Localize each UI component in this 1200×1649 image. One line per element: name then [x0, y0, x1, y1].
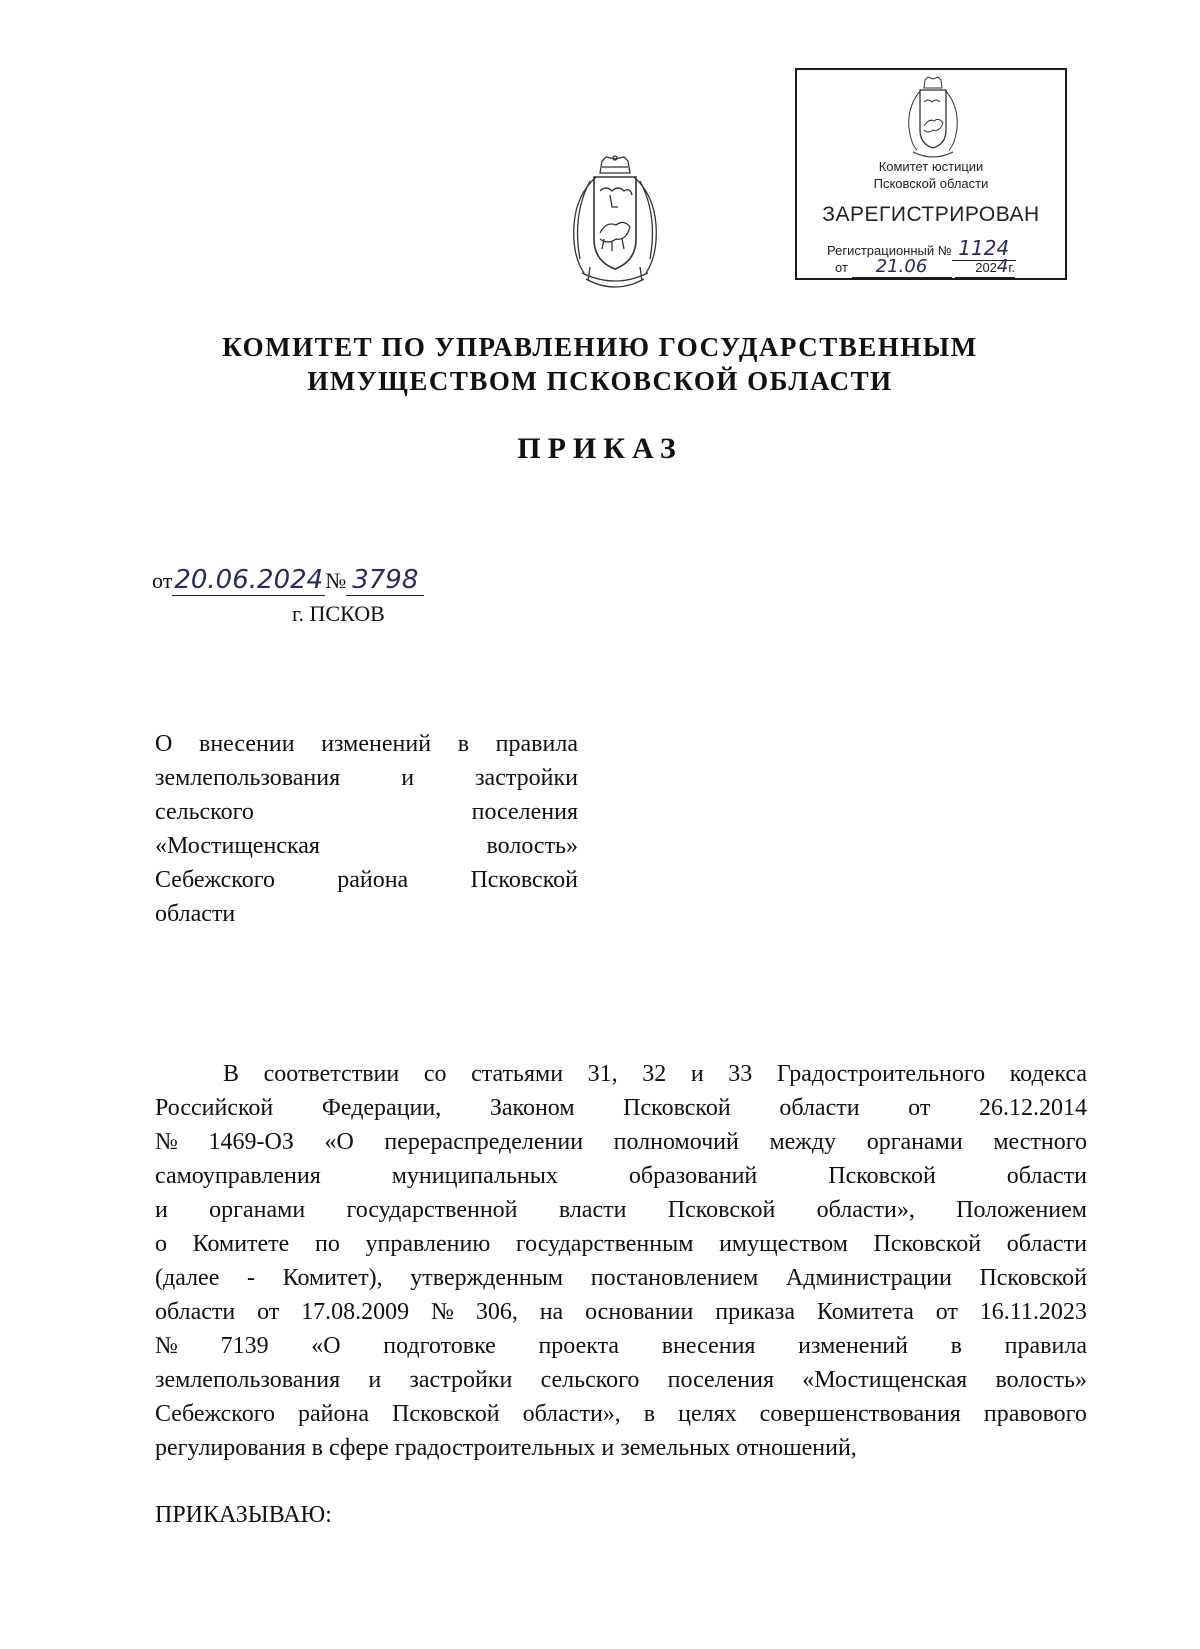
body-word: самоуправления [155, 1163, 321, 1189]
body-word: о [155, 1231, 167, 1257]
subject-word: внесении [198, 731, 295, 757]
body-word: - [247, 1265, 255, 1291]
body-word: 32 [642, 1061, 667, 1087]
body-word: в [643, 1401, 656, 1427]
stamp-year-prefix: 202 [975, 260, 997, 275]
body-word: застройки [409, 1367, 513, 1393]
coat-of-arms-icon [566, 155, 664, 295]
stamp-date-value: 21.06 [852, 256, 952, 278]
body-word: Себежского [155, 1401, 275, 1427]
body-line [155, 1431, 1087, 1465]
body-word: от [908, 1095, 931, 1121]
body-word: правового [983, 1401, 1087, 1427]
body-line [155, 1125, 1087, 1159]
organization-title-line-1: КОМИТЕТ ПО УПРАВЛЕНИЮ ГОСУДАРСТВЕННЫМ [222, 332, 978, 362]
body-word: области [155, 1299, 236, 1325]
stamp-reg-number: 1124 [952, 236, 1016, 261]
subject-word: Псковской [470, 867, 578, 893]
body-word: Администрации [785, 1265, 952, 1291]
body-word: государственным [515, 1231, 694, 1257]
body-word: статьями [471, 1061, 564, 1087]
stamp-coat-of-arms-icon [903, 76, 963, 164]
body-word: Комитет), [282, 1265, 383, 1291]
body-word: муниципальных [391, 1163, 558, 1189]
body-word: и [155, 1197, 168, 1223]
body-word: образований [628, 1163, 758, 1189]
body-word: «Мостищенская [802, 1367, 968, 1393]
body-word: Законом [489, 1095, 575, 1121]
body-line [155, 1261, 1087, 1295]
order-body [155, 1057, 1087, 1465]
order-subject [155, 727, 578, 931]
body-word: внесения [661, 1333, 756, 1359]
body-word: Российской [155, 1095, 274, 1121]
body-word: Градостроительного [776, 1061, 986, 1087]
body-word: органами [866, 1129, 963, 1155]
body-word: Псковской [873, 1231, 982, 1257]
body-word: Псковской [623, 1095, 731, 1121]
subject-word: в [457, 731, 470, 757]
body-word: государственной [346, 1197, 518, 1223]
subject-word: изменений [321, 731, 432, 757]
stamp-date-line [835, 256, 1015, 278]
body-word: полномочий [613, 1129, 739, 1155]
body-line [155, 1363, 1087, 1397]
body-word: утвержденным [410, 1265, 564, 1291]
body-word: Псковской [828, 1163, 936, 1189]
body-word: Положением [956, 1197, 1087, 1223]
body-word: № [155, 1129, 178, 1155]
body-word: «О [324, 1129, 354, 1155]
order-date-number [152, 565, 424, 595]
subject-line [155, 897, 578, 931]
body-word: основании [585, 1299, 694, 1325]
body-word: района [298, 1401, 369, 1427]
body-word: 16.11.2023 [979, 1299, 1087, 1325]
order-number-value: 3798 [346, 565, 424, 596]
body-word: 26.12.2014 [978, 1095, 1087, 1121]
subject-word: области [155, 901, 236, 927]
subject-word: поселения [471, 799, 578, 825]
body-word: постановлением [590, 1265, 759, 1291]
body-line [155, 1227, 1087, 1261]
registration-stamp [795, 68, 1067, 280]
subject-word: землепользования [155, 765, 341, 791]
subject-word: застройки [475, 765, 578, 791]
body-word: области [1006, 1231, 1087, 1257]
body-word: от [935, 1299, 958, 1325]
stamp-date-prefix: от [835, 260, 848, 275]
body-word: № [155, 1333, 178, 1359]
body-word: власти [558, 1197, 627, 1223]
organization-title [0, 330, 1200, 398]
body-word: 31, [587, 1061, 618, 1087]
body-word: 33 [728, 1061, 753, 1087]
body-line [155, 1193, 1087, 1227]
body-word: целях [678, 1401, 737, 1427]
body-word: от [257, 1299, 280, 1325]
subject-word: и [401, 765, 415, 791]
subject-word: О [155, 731, 173, 757]
order-number-sign: № [325, 568, 347, 593]
body-word: волость» [995, 1367, 1087, 1393]
body-word: местного [993, 1129, 1087, 1155]
subject-word: волость» [486, 833, 578, 859]
body-word: 1469-ОЗ [208, 1129, 294, 1155]
body-word: имуществом [719, 1231, 848, 1257]
body-word: № [431, 1299, 454, 1325]
body-word: проекта [538, 1333, 620, 1359]
body-word: В [223, 1061, 240, 1087]
body-word: изменений [798, 1333, 908, 1359]
stamp-org-name [797, 158, 1065, 192]
body-word: 306, [475, 1299, 518, 1325]
body-word: области», [522, 1401, 621, 1427]
body-word: Псковской [979, 1265, 1087, 1291]
subject-word: правила [495, 731, 578, 757]
subject-line [155, 795, 578, 829]
stamp-registered-label: ЗАРЕГИСТРИРОВАН [822, 203, 1040, 226]
body-word: области [1006, 1163, 1087, 1189]
body-word: и [690, 1061, 704, 1087]
stamp-year-hand: 4 [996, 256, 1009, 277]
body-word: Псковской [392, 1401, 500, 1427]
body-line [155, 1159, 1087, 1193]
order-word: ПРИКАЗЫВАЮ: [155, 1502, 332, 1528]
body-word: правила [1004, 1333, 1087, 1359]
body-word: Федерации, [321, 1095, 442, 1121]
stamp-year-g: г. [1008, 260, 1016, 275]
order-city: г. ПСКОВ [292, 601, 385, 626]
body-word: органами [209, 1197, 306, 1223]
body-line [155, 1057, 1087, 1091]
body-word: совершенствования [759, 1401, 961, 1427]
body-word: области», [816, 1197, 915, 1223]
body-word: и [368, 1367, 382, 1393]
body-word: приказа [715, 1299, 796, 1325]
body-line [155, 1091, 1087, 1125]
body-word: (далее [155, 1265, 220, 1291]
stamp-org-line-2: Псковской области [873, 176, 989, 191]
body-word: землепользования [155, 1367, 341, 1393]
body-word: перераспределении [384, 1129, 584, 1155]
body-word: Комитета [816, 1299, 914, 1325]
body-word: «О [311, 1333, 341, 1359]
document-type: ПРИКАЗ [517, 432, 683, 465]
order-date-prefix: от [152, 568, 173, 593]
body-word: в [950, 1333, 962, 1359]
stamp-org-line-1: Комитет юстиции [878, 159, 984, 174]
body-word: кодекса [1009, 1061, 1087, 1087]
subject-word: «Мостищенская [155, 833, 320, 859]
subject-line [155, 863, 578, 897]
body-word: подготовке [383, 1333, 496, 1359]
organization-title-line-2: ИМУЩЕСТВОМ ПСКОВСКОЙ ОБЛАСТИ [307, 366, 893, 396]
subject-line [155, 727, 578, 761]
stamp-year [955, 256, 1015, 278]
order-date-value: 20.06.2024 [174, 565, 324, 595]
body-word: соответствии [263, 1061, 400, 1087]
subject-word: Себежского [155, 867, 275, 893]
body-word: области [779, 1095, 860, 1121]
subject-line [155, 829, 578, 863]
body-word: со [423, 1061, 447, 1087]
body-line [155, 1329, 1087, 1363]
body-word: между [769, 1129, 837, 1155]
body-word: Комитете [192, 1231, 290, 1257]
body-word: 7139 [220, 1333, 269, 1359]
body-word: 17.08.2009 [301, 1299, 410, 1325]
body-word: поселения [667, 1367, 775, 1393]
stamp-reg-label: Регистрационный № [827, 243, 952, 258]
body-word: на [539, 1299, 564, 1325]
body-word: Псковской [667, 1197, 776, 1223]
body-word: регулирования в сфере градостроительных и земельных отношений, [155, 1435, 857, 1461]
body-line [155, 1295, 1087, 1329]
body-word: управлению [365, 1231, 491, 1257]
body-word: по [314, 1231, 340, 1257]
subject-word: района [337, 867, 409, 893]
body-line [155, 1397, 1087, 1431]
subject-line [155, 761, 578, 795]
subject-word: сельского [155, 799, 254, 825]
body-word: сельского [540, 1367, 640, 1393]
